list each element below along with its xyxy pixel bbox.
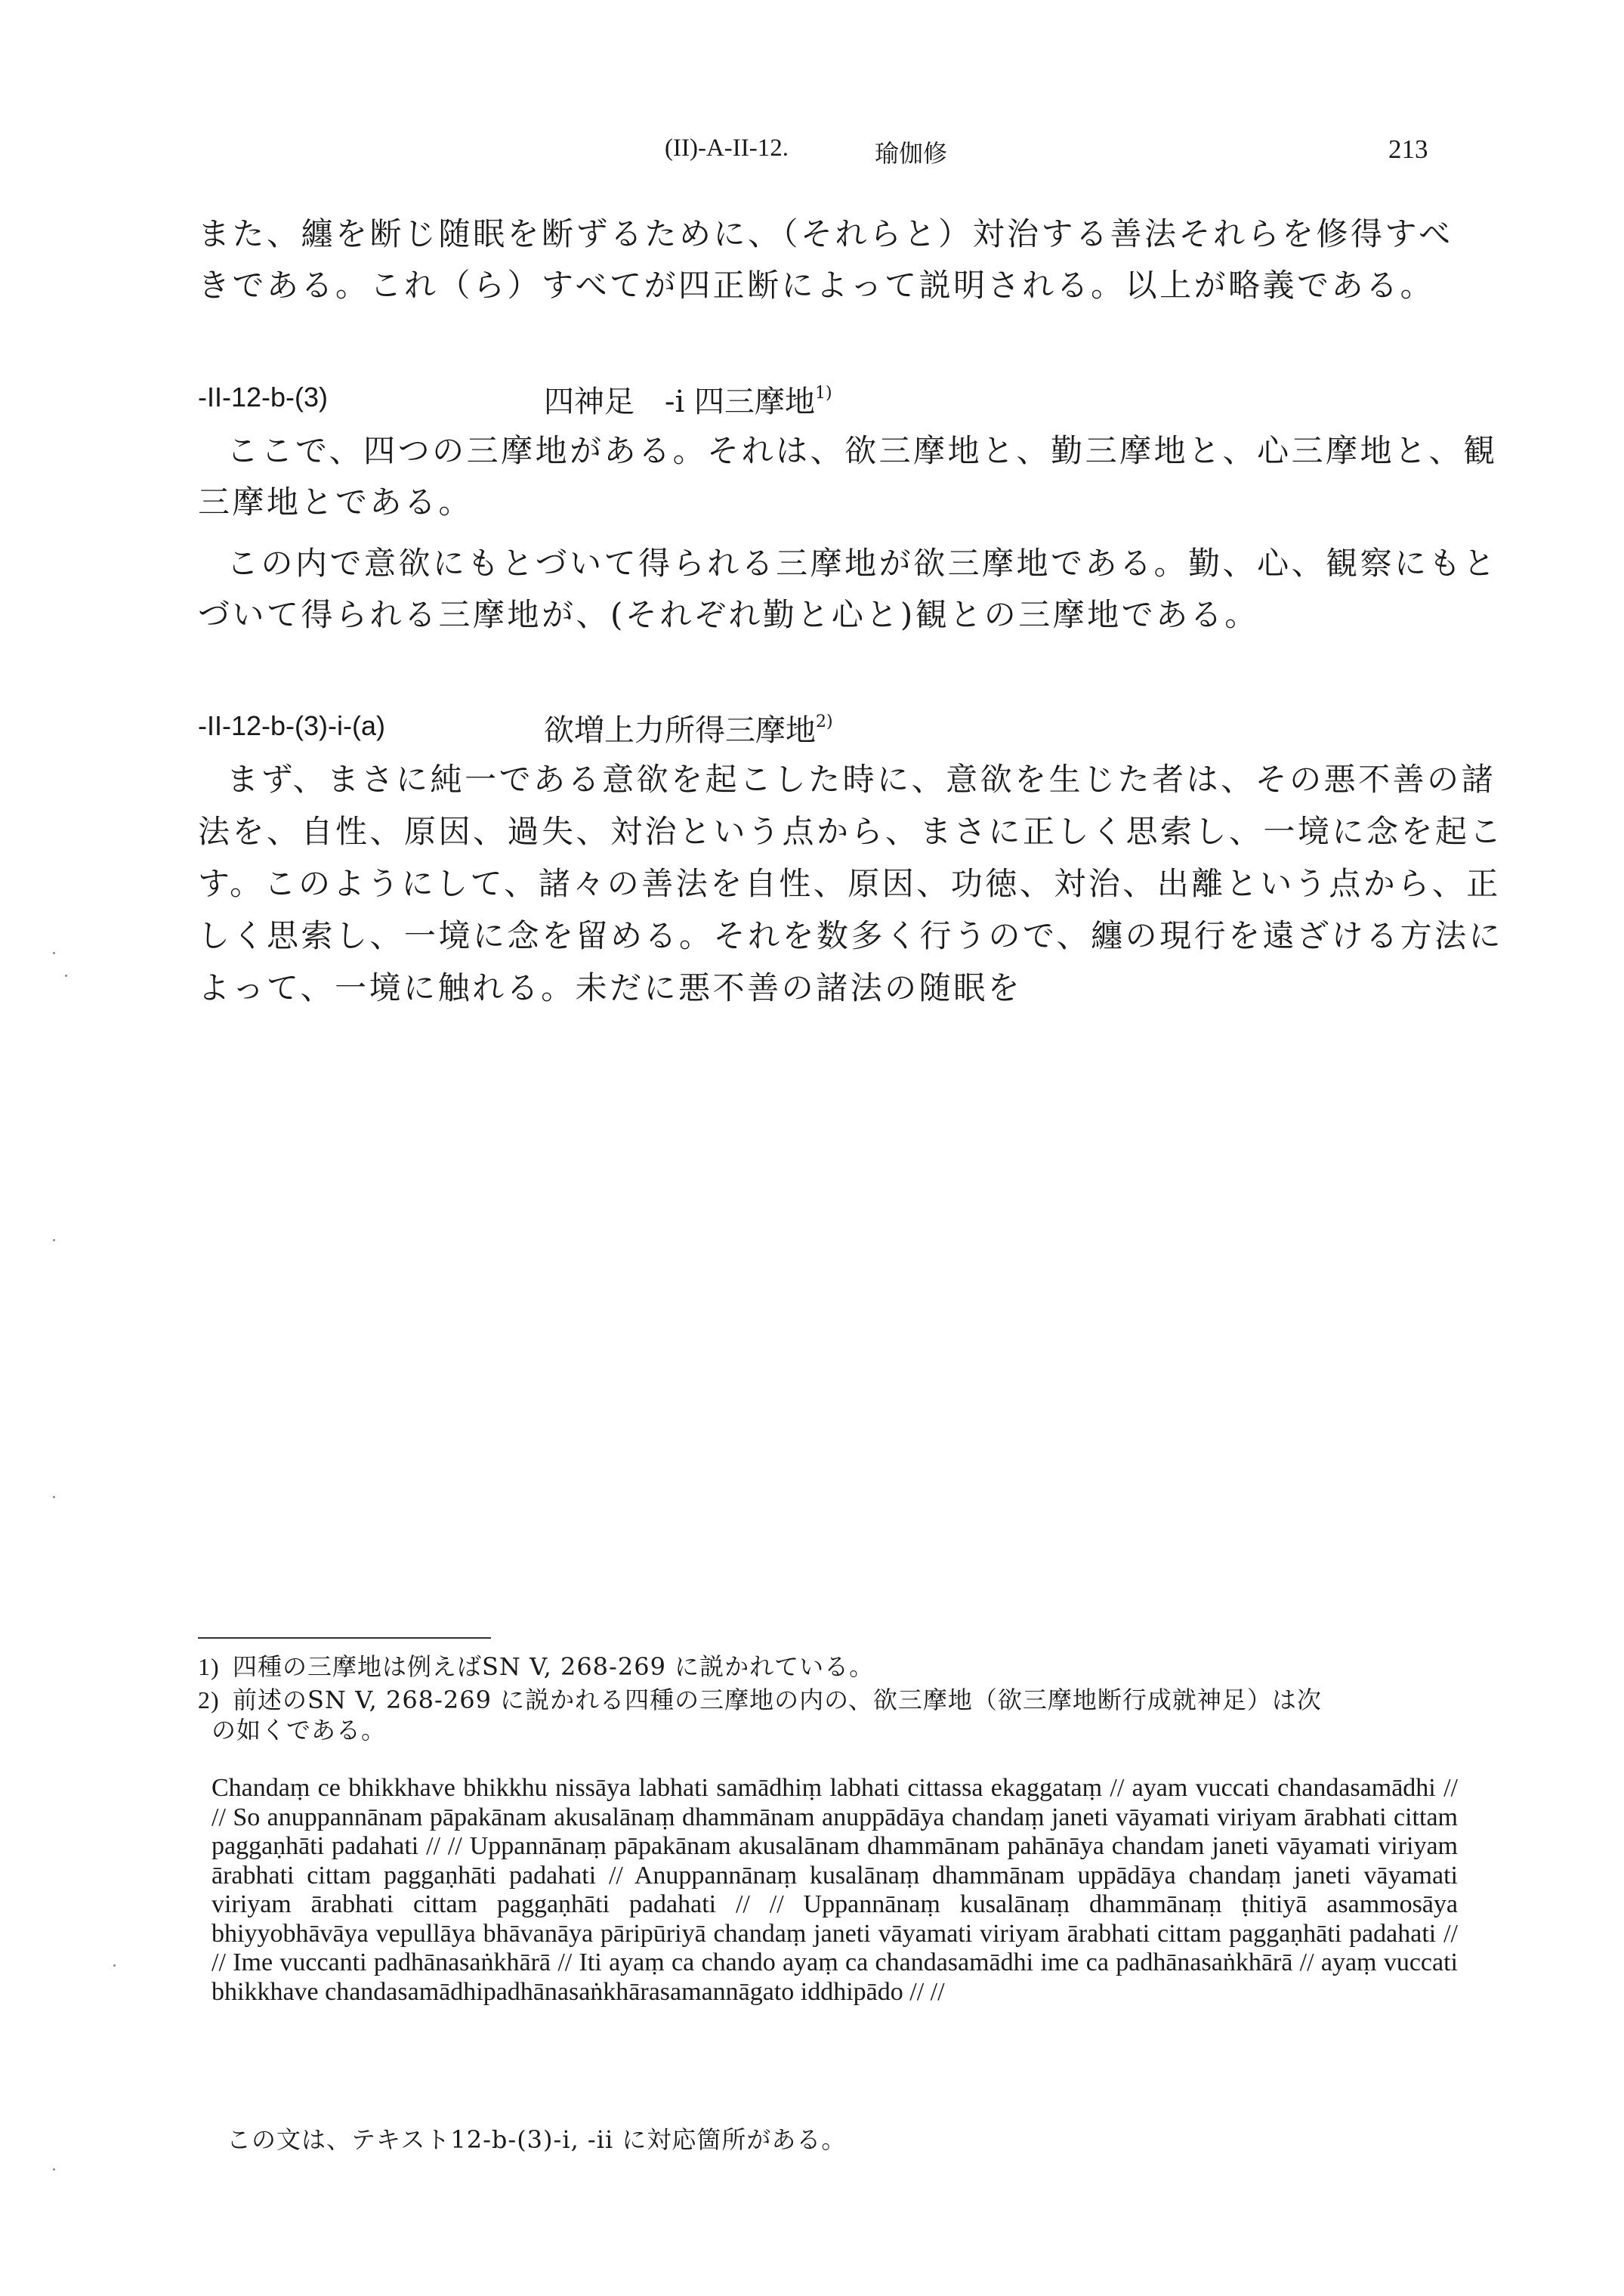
section-2-line-1: まず、まさに純一である意欲を起こした時に、意欲を生じた者は、その悪不善の諸 <box>227 761 1496 798</box>
section-2-id: -II-12-b-(3)-i-(a) <box>198 710 385 741</box>
section-1-para-1-line-1: ここで、四つの三摩地がある。それは、欲三摩地と、勤三摩地と、心三摩地と、観 <box>227 432 1498 469</box>
section-2-line-4: しく思索し、一境に念を留める。それを数多く行うので、纏の現行を遠ざける方法に <box>198 917 1504 954</box>
section-1-para-2-line-1: この内で意欲にもとづいて得られる三摩地が欲三摩地である。勤、心、観察にもと <box>227 545 1498 582</box>
intro-line-1: また、纏を断じ随眠を断ずるために、（それらと）対治する善法それらを修得すべ <box>198 215 1453 252</box>
scan-speck <box>53 1496 55 1498</box>
section-1-id: -II-12-b-(3) <box>198 382 329 413</box>
footnote-2-pali-quote: Chandaṃ ce bhikkhave bhikkhu nissāya labhati samādhiṃ labhati cittassa ekaggataṃ // ayam vuccati chandasamādhi // // So anuppannānam pāpakānam akusalānaṃ dhammānam anuppādāya chandaṃ janeti vāyamati viriyam ārabhati cittam paggaṇhāti padahati // // Uppannānaṃ pāpakānam akusalānam dhammānam pahānāya chandam janeti vāyamati viriyam ārabhati cittam paggaṇhāti padahati // Anuppannānaṃ kusalānaṃ dhammānam uppādāya chandaṃ janeti vāyamati viriyam ārabhati cittam paggaṇhāti padahati // // Uppannānaṃ kusalānaṃ dhammānaṃ ṭhitiyā asammosāya bhiyyobhāvāya vepullāya bhāvanāya pāripūriyā chandaṃ janeti vāyamati viriyam ārabhati cittam paggaṇhāti padahati // // Ime vuccanti padhānasaṅkhārā // Iti ayaṃ ca chando ayaṃ ca chandasamādhi ime ca padhānasaṅkhārā // ayaṃ vuccati bhikkhave chandasamādhipadhānasaṅkhārasamannāgato iddhipādo // // <box>211 1774 1458 2006</box>
running-head-section: (II)-A-II-12. <box>665 134 789 162</box>
footnote-1-number: 1) <box>198 1653 220 1680</box>
section-2-line-2: 法を、自性、原因、過失、対治という点から、まさに正しく思索し、一境に念を起こ <box>198 813 1505 850</box>
footnote-2-number: 2) <box>198 1686 220 1714</box>
footnote-1-text: 四種の三摩地は例えばSN V, 268-269 に説かれている。 <box>233 1652 875 1681</box>
footnote-2-line-1: 前述のSN V, 268-269 に説かれる四種の三摩地の内の、欲三摩地（欲三摩地断行成就神足）は次 <box>233 1686 1322 1714</box>
footnote-separator <box>198 1637 491 1639</box>
section-2-title: 欲増上力所得三摩地$^{2)}$ <box>544 712 833 748</box>
section-1-para-1-line-2: 三摩地とである。 <box>198 484 474 521</box>
section-2-line-3: す。このようにして、諸々の善法を自性、原因、功徳、対治、出離という点から、正 <box>198 865 1501 902</box>
intro-line-2: きである。これ（ら）すべてが四正断によって説明される。以上が略義である。 <box>198 267 1435 304</box>
footnote-2-closing: この文は、テキスト12-b-(3)-i, -ii に対応箇所がある。 <box>227 2125 847 2154</box>
running-head-title: 瑜伽修 <box>875 139 948 168</box>
scan-speck <box>65 975 67 977</box>
footnote-ref-1[interactable]: 1) <box>815 384 832 403</box>
section-2-line-5: よって、一境に触れる。未だに悪不善の諸法の随眠を <box>198 969 1023 1006</box>
page-number: 213 <box>1388 134 1428 164</box>
footnote-2-line-2: の如くである。 <box>211 1716 387 1744</box>
footnote-ref-2[interactable]: 2) <box>816 712 833 731</box>
scan-speck <box>53 952 55 954</box>
scan-speck <box>53 1239 55 1241</box>
scan-speck <box>113 1964 116 1967</box>
section-1-para-2-line-2: づいて得られる三摩地が、(それぞれ勤と心と)観との三摩地である。 <box>198 596 1259 633</box>
section-1-title: 四神足 -i 四三摩地$^{1)}$ <box>544 384 832 419</box>
scan-speck <box>53 2168 55 2171</box>
